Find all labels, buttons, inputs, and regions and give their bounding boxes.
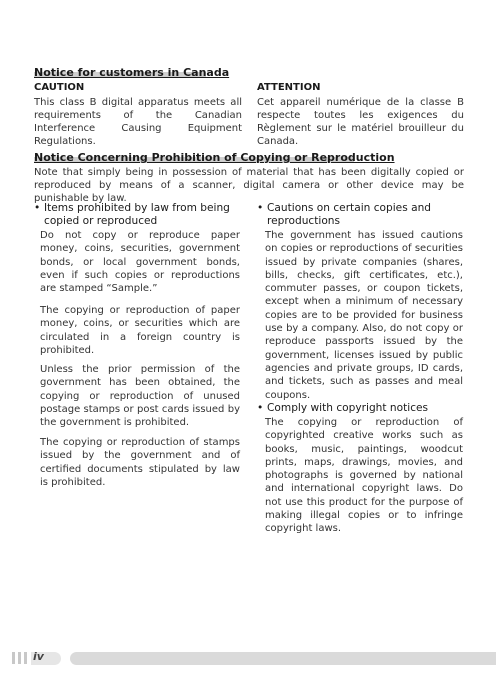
bullet-cautions <box>257 202 463 228</box>
footer-tick-marks <box>0 652 30 664</box>
attention-text: Cet appareil numérique de la classe B respecte toutes les exigences du Règlement sur le matériel brouilleur du Canada. <box>257 97 464 147</box>
caution-text: This class B digital apparatus meets all requirements of the Canadian Interference Causing Equipment Regulations. <box>34 97 242 147</box>
items-prohibited-p3: Unless the prior permission of the government has been obtained, the copying or reproduction of unused postage stamps or post cards issued by the government is prohibited. <box>40 364 240 429</box>
caution-label: CAUTION <box>34 82 85 93</box>
bullet-icon: • <box>34 202 41 214</box>
copyright-p1: The copying or reproduction of copyrighted creative works such as books, music, paintings, woodcut prints, maps, drawings, movies, and photographs is governed by national and international copyright laws. Do not use this product for the purpose of making illegal copies or to infringe copyright laws. <box>265 417 463 535</box>
cautions-p1: The government has issued cautions on copies or reproductions of securities issued by private companies (shares, bills, checks, gift certificates, etc.), commuter passes, or coupon tickets, except when a minimum of necessary copies are to be provided for business use by a company. Also, do not copy or reproduce passports issued by the government, licenses issued by public agencies and private groups, ID cards, and tickets, such as passes and meal coupons. <box>265 230 463 401</box>
copying-heading: Notice Concerning Prohibition of Copying or Reproduction <box>34 151 395 164</box>
bullet-icon: • <box>257 202 264 214</box>
bullet-copyright <box>257 402 463 415</box>
bullet-icon: • <box>257 402 264 414</box>
bullet-items-prohibited <box>34 202 241 228</box>
attention-label: ATTENTION <box>257 82 321 93</box>
copying-intro: Note that simply being in possession of material that has been digitally copied or reproduced by means of a scanner, digital camera or other device may be punishable by law. <box>34 167 464 204</box>
canada-heading: Notice for customers in Canada <box>34 66 230 79</box>
cautions-title: Cautions on certain copies and reproductions <box>267 202 432 227</box>
page-number: iv <box>33 650 44 663</box>
footer-bar <box>70 652 496 665</box>
items-prohibited-p2: The copying or reproduction of paper money, coins, or securities which are circulated in a foreign country is prohibited. <box>40 305 240 356</box>
items-prohibited-p1: Do not copy or reproduce paper money, coins, securities, government bonds, or local government bonds, even if such copies or reproductions are stamped “Sample.” <box>40 230 240 295</box>
items-prohibited-p4: The copying or reproduction of stamps issued by the government and of certified documents stipulated by law is prohibited. <box>40 437 240 488</box>
items-prohibited-title: Items prohibited by law from being copied or reproduced <box>44 202 230 227</box>
copyright-title: Comply with copyright notices <box>267 402 429 414</box>
